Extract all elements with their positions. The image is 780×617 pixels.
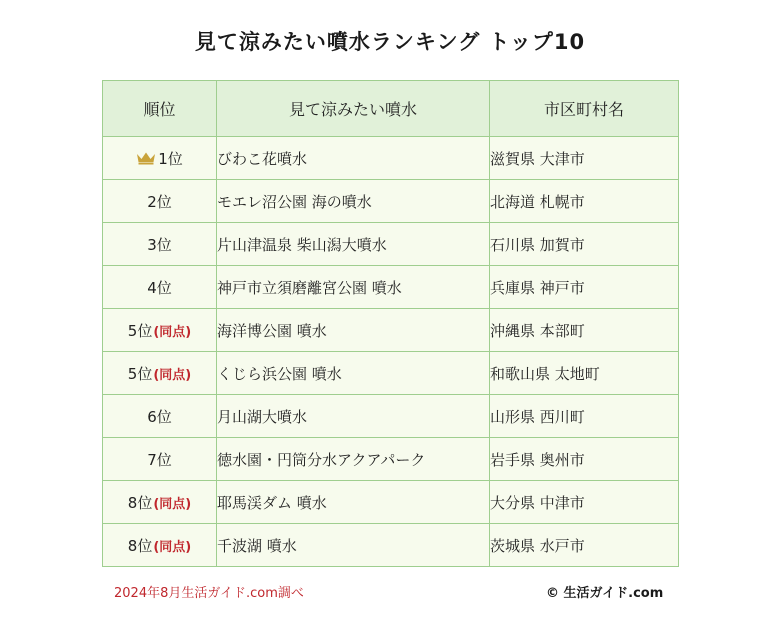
rank-label: 3位 [147,235,172,254]
rank-cell [103,137,217,180]
municipality: 兵庫県 神戸市 [490,266,679,309]
ranking-table [102,80,679,567]
tie-badge: (同点) [153,324,192,340]
rank-cell [103,481,217,524]
table-row [103,309,679,352]
table-header-row [103,81,679,137]
table-row [103,352,679,395]
rank-cell [103,223,217,266]
table-row [103,180,679,223]
rank-cell [103,395,217,438]
header-rank: 順位 [103,81,217,137]
table-row [103,137,679,180]
fountain-name: 片山津温泉 柴山潟大噴水 [217,223,490,266]
municipality: 山形県 西川町 [490,395,679,438]
municipality: 和歌山県 太地町 [490,352,679,395]
rank-cell [103,438,217,481]
fountain-name: くじら浜公園 噴水 [217,352,490,395]
municipality: 石川県 加賀市 [490,223,679,266]
rank-label: 2位 [147,192,172,211]
page-title: 見て涼みたい噴水ランキング トップ10 [194,30,586,54]
table-row [103,438,679,481]
table-row [103,266,679,309]
source-note: 2024年8月生活ガイド.com調べ [114,586,304,601]
municipality: 沖縄県 本部町 [490,309,679,352]
rank-cell [103,180,217,223]
municipality: 滋賀県 大津市 [490,137,679,180]
fountain-name: 千波湖 噴水 [217,524,490,567]
header-fountain: 見て涼みたい噴水 [217,81,490,137]
rank-cell [103,352,217,395]
fountain-name: 海洋博公園 噴水 [217,309,490,352]
rank-cell [103,266,217,309]
municipality: 北海道 札幌市 [490,180,679,223]
rank-cell [103,524,217,567]
tie-badge: (同点) [153,496,192,512]
copyright-notice: © 生活ガイド.com [546,586,664,601]
rank-label: 5位 [127,321,153,340]
crown-icon [136,151,156,165]
fountain-name: モエレ沼公園 海の噴水 [217,180,490,223]
fountain-name: 神戸市立須磨離宮公園 噴水 [217,266,490,309]
rank-label: 1位 [158,149,183,168]
rank-cell [103,309,217,352]
rank-label: 8位 [127,536,153,555]
fountain-name: びわこ花噴水 [217,137,490,180]
tie-badge: (同点) [153,367,192,383]
fountain-name: 耶馬渓ダム 噴水 [217,481,490,524]
municipality: 茨城県 水戸市 [490,524,679,567]
table-row [103,223,679,266]
table-row [103,481,679,524]
municipality: 岩手県 奥州市 [490,438,679,481]
rank-label: 7位 [147,450,172,469]
rank-label: 4位 [147,278,172,297]
rank-label: 8位 [127,493,153,512]
fountain-name: 徳水園・円筒分水アクアパーク [217,438,490,481]
table-row [103,395,679,438]
municipality: 大分県 中津市 [490,481,679,524]
header-municipality: 市区町村名 [490,81,679,137]
table-row [103,524,679,567]
rank-label: 6位 [147,407,172,426]
fountain-name: 月山湖大噴水 [217,395,490,438]
tie-badge: (同点) [153,539,192,555]
rank-label: 5位 [127,364,153,383]
